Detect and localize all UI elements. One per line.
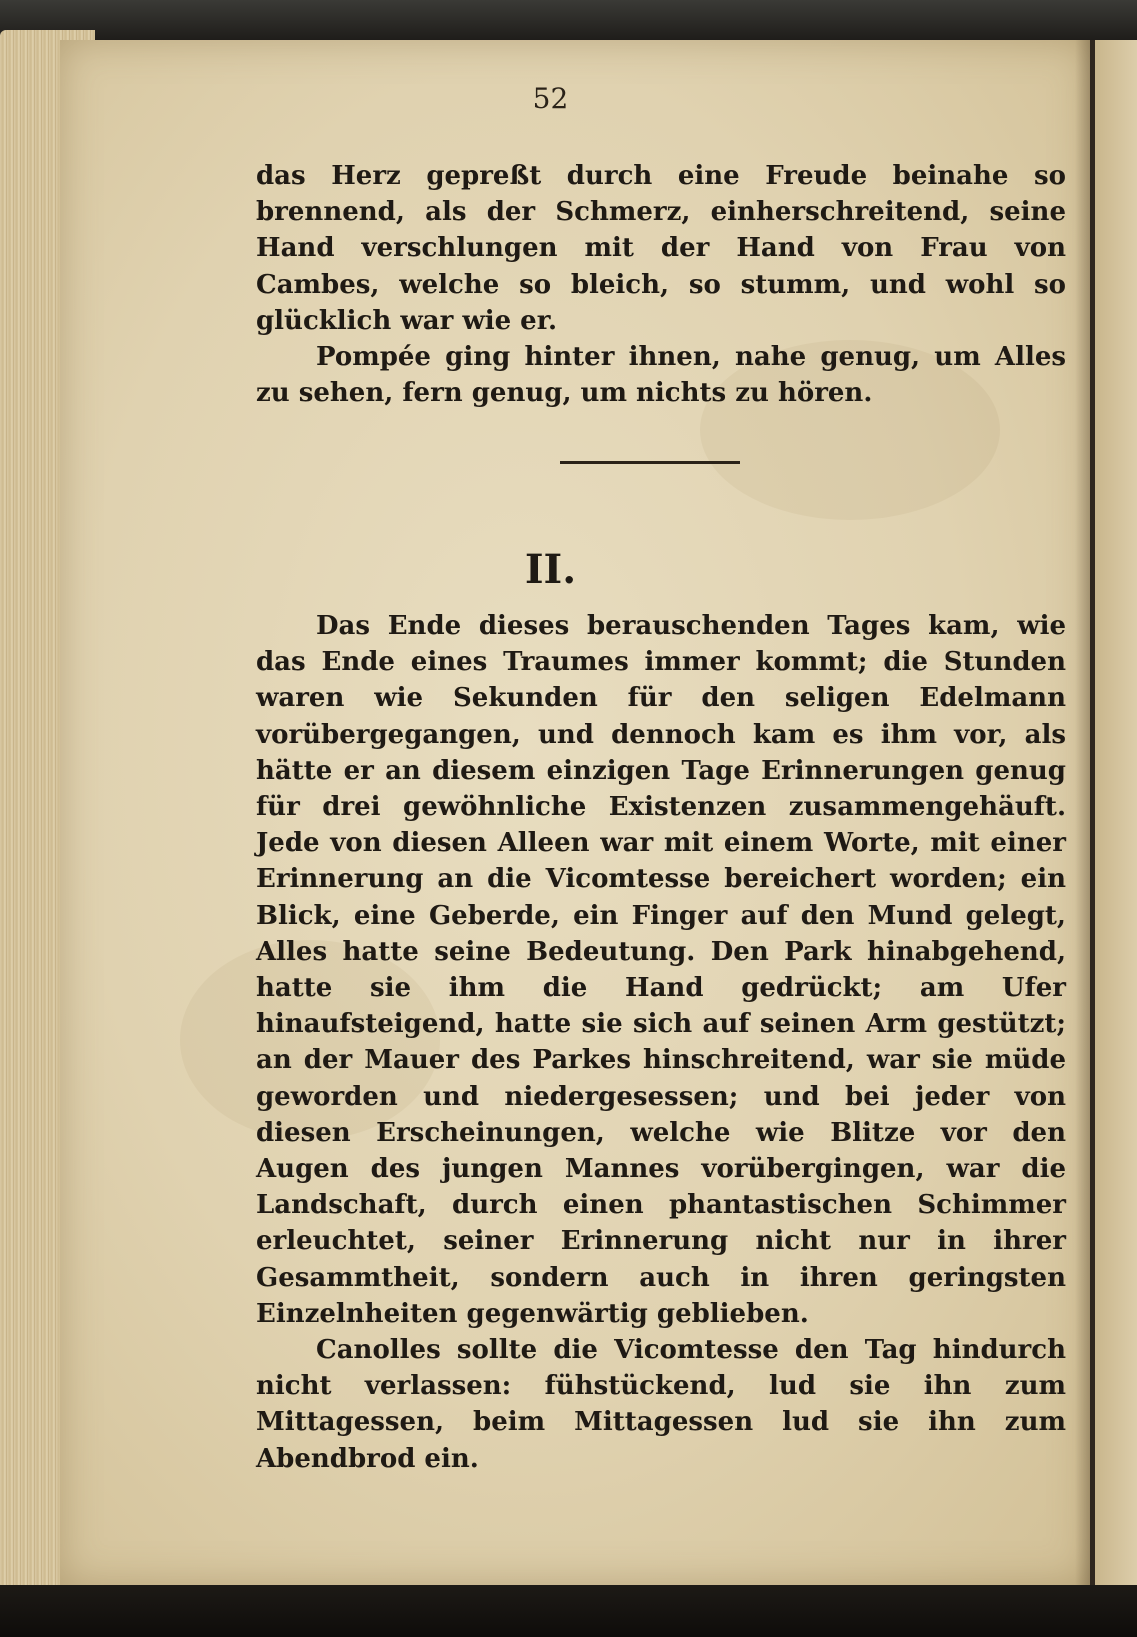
chapter-heading: II. xyxy=(524,546,577,593)
paragraph: das Herz gepreßt durch eine Freude beinahe so brennend, als der Schmerz, einherschreitend, seine Hand verschlungen mit der Hand von Frau von Cambes, welche so bleich, so stumm, und wohl so glücklich war wie er. xyxy=(256,161,1066,336)
book-cover-top xyxy=(0,0,1137,40)
paragraph: Canolles sollte die Vicomtesse den Tag hindurch nicht verlassen: fühstückend, lud sie ihn zum Mittagessen, beim Mittagessen lud sie ihn zum Abendbrod ein. xyxy=(256,1335,1066,1474)
paragraph: Pompée ging hinter ihnen, nahe genug, um Alles zu sehen, fern genug, um nichts zu hören. xyxy=(256,342,1066,409)
text-block-bottom xyxy=(256,608,1066,1477)
paragraph: Das Ende dieses berauschenden Tages kam, wie das Ende eines Traumes immer kommt; die Stunden waren wie Sekunden für den seligen Edelmann vorübergegangen, und dennoch kam es ihm vor, als hätte er an diesem einzigen Tage Erinnerungen genug für drei gewöhnliche Existenzen zusammengehäuft. Jede von diesen Alleen war mit einem Worte, mit einer Erinnerung an die Vicomtesse bereichert worden; ein Blick, eine Geberde, ein Finger auf den Mund gelegt, Alles hatte seine Bedeutung. Den Park hinabgehend, hatte sie ihm die Hand gedrückt; am Ufer hinaufsteigend, hatte sie sich auf seinen Arm gestützt; an der Mauer des Parkes hinschreitend, war sie müde geworden und niedergesessen; und bei jeder von diesen Erscheinungen, welche wie Blitze vor den Augen des jungen Mannes vorübergingen, war die Landschaft, durch einen phantastischen Schimmer erleuchtet, seiner Erinnerung nicht nur in ihrer Gesammtheit, sondern auch in ihren geringsten Einzelnheiten gegenwärtig geblieben. xyxy=(256,611,1066,1329)
next-page-edge xyxy=(1095,40,1137,1585)
text-block-top xyxy=(256,158,1066,411)
section-divider xyxy=(560,461,740,464)
book-cover-bottom xyxy=(0,1585,1137,1637)
page-number: 52 xyxy=(532,82,569,115)
